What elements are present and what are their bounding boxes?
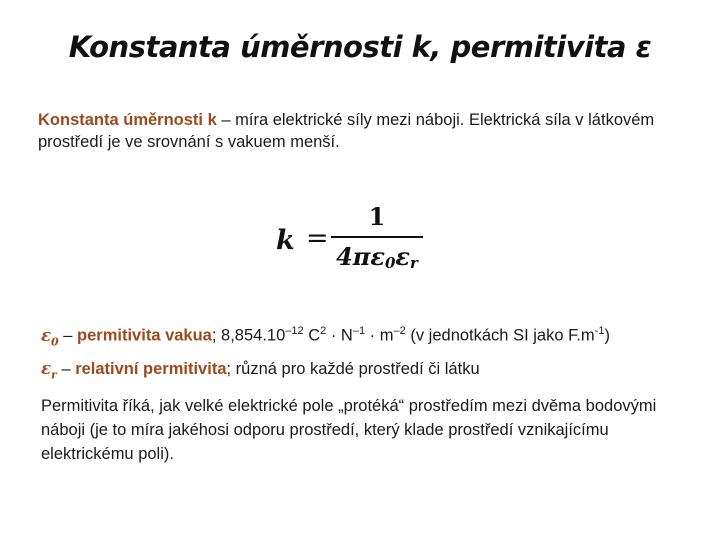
definitions xyxy=(41,318,701,388)
symbol-epsilon-r: $\varepsilon_r$ xyxy=(41,358,57,382)
definition-dash: – xyxy=(58,326,78,345)
formula-fraction xyxy=(331,200,423,278)
formula-lhs: k xyxy=(276,225,295,256)
denominator-prefix: 4πε xyxy=(336,242,385,271)
formula-numerator: 1 xyxy=(368,202,386,231)
definition-relative-permittivity xyxy=(41,355,701,388)
permittivity-explanation: Permitivita říká, jak velké elektrické pole „protéká“ prostředím mezi dvěma bodovými náboji (je to míra jakéhosi odporu prostředí, který klade prostředí vznikajícímu elektrickému poli). xyxy=(41,397,657,463)
symbol-epsilon-0: $\varepsilon_0$ xyxy=(41,325,59,348)
denominator-mid: ε xyxy=(395,242,410,271)
vacuum-value: ; 8,854.10 xyxy=(211,326,286,345)
term-relative-permittivity: relativní permitivita xyxy=(75,359,227,378)
intro-description: – míra elektrické síly mezi náboji. Elektrická síla v látkovém prostředí je ve srovnání s vakuem menší. xyxy=(38,111,655,151)
formula-equals: = xyxy=(306,223,329,254)
coulomb-constant-formula xyxy=(276,200,436,280)
definition-vacuum-permittivity: $\varepsilon_0$ – permitivita vakua; $8,854.10^{-12}$ $C^2 \cdot N^{-1} \cdot m^{-2}$ (v jednotkách SI jako $F.m^{-1}$) xyxy=(41,325,610,348)
denominator-sub-r: r xyxy=(409,254,418,272)
fraction-bar xyxy=(331,236,423,238)
definition-dash: – xyxy=(56,359,76,378)
denominator-sub-0: 0 xyxy=(384,254,396,272)
slide-title: Konstanta úměrnosti k, permitivita ε xyxy=(68,30,652,64)
formula-denominator xyxy=(331,242,423,278)
intro-text xyxy=(38,109,688,153)
intro-term: Konstanta úměrnosti k xyxy=(38,111,217,129)
relative-description: ; různá pro každé prostředí či látku xyxy=(226,359,480,378)
term-vacuum-permittivity: permitivita vakua xyxy=(77,326,212,345)
